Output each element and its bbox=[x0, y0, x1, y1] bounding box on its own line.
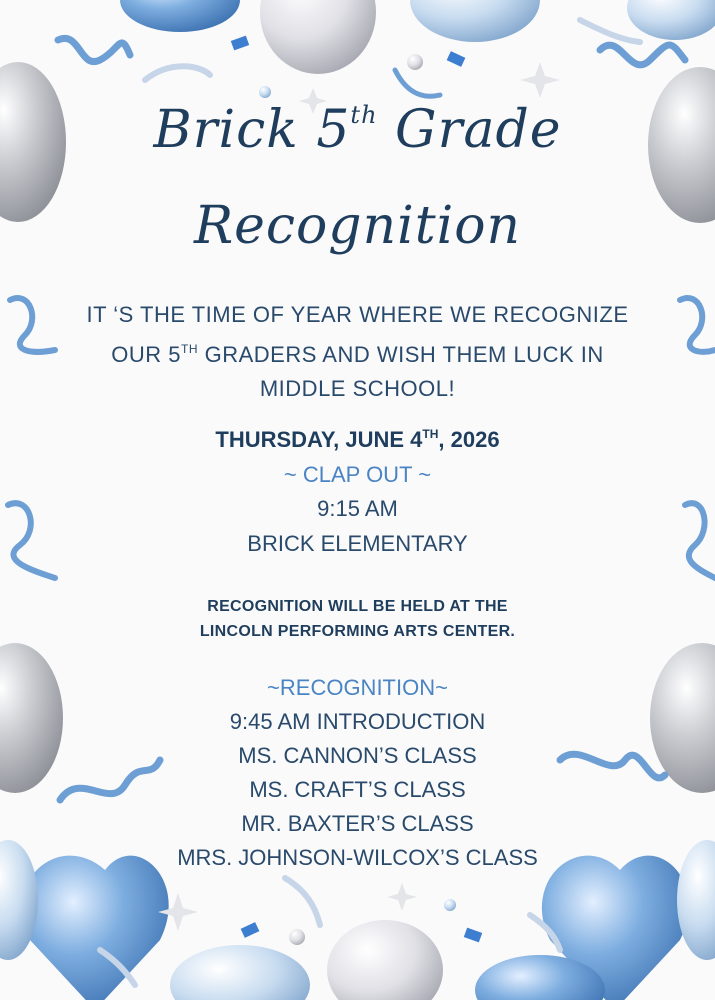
recognition-item: MS. CRAFT’S CLASS bbox=[249, 777, 466, 802]
star bbox=[520, 62, 560, 98]
balloon bbox=[260, 0, 376, 74]
intro-line-2 bbox=[0, 332, 715, 372]
clap-out-heading: ~ CLAP OUT ~ bbox=[283, 462, 432, 487]
recognition-item: 9:45 AM INTRODUCTION bbox=[229, 709, 486, 734]
confetti bbox=[447, 51, 466, 67]
feather bbox=[580, 20, 640, 42]
intro-line-2-prefix: OUR 5 bbox=[111, 342, 181, 367]
balloon bbox=[627, 0, 715, 40]
intro-line-2-suffix: GRADERS AND WISH THEM LUCK IN bbox=[197, 342, 604, 367]
confetti bbox=[241, 922, 260, 938]
title-line-1 bbox=[0, 100, 715, 160]
confetti bbox=[231, 36, 249, 51]
date-suffix: , 2026 bbox=[438, 427, 500, 452]
intro-line-2-superscript: TH bbox=[180, 342, 198, 356]
feather bbox=[145, 66, 210, 80]
recognition-item: MRS. JOHNSON-WILCOX’S CLASS bbox=[177, 845, 538, 870]
balloon bbox=[170, 945, 310, 1000]
star bbox=[387, 883, 417, 911]
balloon bbox=[120, 0, 240, 32]
bead bbox=[259, 86, 271, 98]
balloon bbox=[410, 0, 540, 42]
feather bbox=[285, 878, 320, 925]
title-prefix: Brick 5 bbox=[153, 100, 351, 160]
title-suffix: Grade bbox=[377, 100, 562, 160]
intro-paragraph bbox=[0, 298, 715, 406]
ribbon bbox=[58, 38, 130, 61]
event-date bbox=[0, 427, 715, 453]
ribbon bbox=[600, 45, 685, 65]
balloon bbox=[327, 920, 443, 1000]
title-superscript: th bbox=[350, 101, 378, 129]
intro-line-1: IT ‘S THE TIME OF YEAR WHERE WE RECOGNIZE bbox=[86, 302, 629, 327]
notice-line-1: RECOGNITION WILL BE HELD AT THE bbox=[207, 598, 508, 615]
date-superscript: TH bbox=[422, 427, 439, 441]
heart-balloon bbox=[22, 856, 169, 1000]
recognition-item: MR. BAXTER’S CLASS bbox=[241, 811, 474, 836]
bead bbox=[289, 929, 305, 945]
clap-out-time: 9:15 AM bbox=[317, 496, 398, 521]
intro-line-3: MIDDLE SCHOOL! bbox=[259, 376, 456, 401]
recognition-heading: ~RECOGNITION~ bbox=[267, 675, 448, 700]
recognition-item: MS. CANNON’S CLASS bbox=[238, 743, 477, 768]
bead bbox=[444, 899, 456, 911]
date-prefix: THURSDAY, JUNE 4 bbox=[215, 427, 423, 452]
notice-line-2: LINCOLN PERFORMING ARTS CENTER. bbox=[199, 623, 516, 640]
bead bbox=[407, 54, 423, 70]
title-line-2: Recognition bbox=[193, 196, 522, 256]
confetti bbox=[464, 928, 482, 943]
ribbon bbox=[395, 70, 440, 96]
clap-out-location: BRICK ELEMENTARY bbox=[247, 531, 468, 556]
